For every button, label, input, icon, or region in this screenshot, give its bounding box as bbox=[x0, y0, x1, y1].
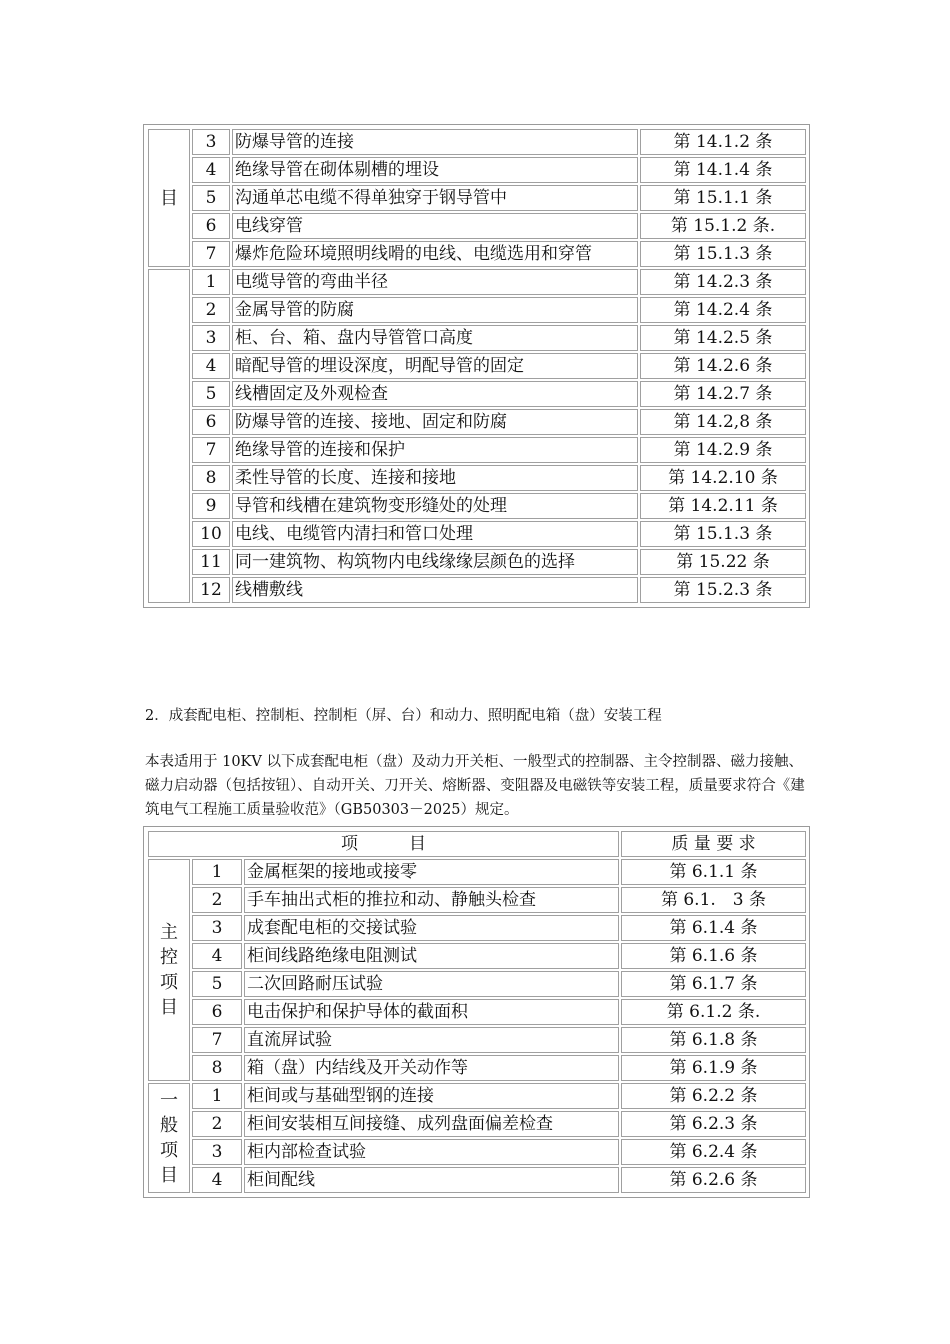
row-item: 线槽敷线 bbox=[232, 577, 638, 603]
table-row bbox=[148, 437, 806, 463]
table-row bbox=[148, 157, 806, 183]
row-requirement: 第 14.2.9 条 bbox=[640, 437, 806, 463]
row-requirement: 第 6.1.1 条 bbox=[621, 859, 806, 885]
row-number: 1 bbox=[192, 269, 230, 295]
row-item: 电线、电缆管内清扫和管口处理 bbox=[232, 521, 638, 547]
row-requirement: 第 14.1.4 条 bbox=[640, 157, 806, 183]
row-requirement: 第 14.2.7 条 bbox=[640, 381, 806, 407]
row-number: 1 bbox=[192, 859, 242, 885]
row-requirement: 第 6.2.2 条 bbox=[621, 1083, 806, 1109]
row-item: 柜间线路绝缘电阻测试 bbox=[244, 943, 619, 969]
row-requirement: 第 6.1.2 条. bbox=[621, 999, 806, 1025]
row-requirement: 第 15.2.3 条 bbox=[640, 577, 806, 603]
row-number: 2 bbox=[192, 297, 230, 323]
row-number: 5 bbox=[192, 381, 230, 407]
table-row bbox=[148, 185, 806, 211]
row-requirement: 第 14.2.3 条 bbox=[640, 269, 806, 295]
row-number: 8 bbox=[192, 1055, 242, 1081]
row-number: 3 bbox=[192, 1139, 242, 1165]
row-requirement: 第 14.2,8 条 bbox=[640, 409, 806, 435]
row-item: 绝缘导管在砌体剔槽的埋设 bbox=[232, 157, 638, 183]
row-number: 11 bbox=[192, 549, 230, 575]
row-item: 电缆导管的弯曲半径 bbox=[232, 269, 638, 295]
row-item: 柔性导管的长度、连接和接地 bbox=[232, 465, 638, 491]
row-number: 4 bbox=[192, 1167, 242, 1193]
row-requirement: 第 6.1.6 条 bbox=[621, 943, 806, 969]
table-row bbox=[148, 1111, 806, 1137]
row-item: 金属框架的接地或接零 bbox=[244, 859, 619, 885]
row-requirement: 第 14.2.11 条 bbox=[640, 493, 806, 519]
row-requirement: 第 6.1. 3 条 bbox=[621, 887, 806, 913]
row-number: 9 bbox=[192, 493, 230, 519]
table-row bbox=[148, 521, 806, 547]
header-item: 项 目 bbox=[148, 831, 619, 857]
row-requirement: 第 14.2.6 条 bbox=[640, 353, 806, 379]
table-row bbox=[148, 269, 806, 295]
group-label bbox=[148, 859, 190, 1081]
row-item: 防爆导管的连接、接地、固定和防腐 bbox=[232, 409, 638, 435]
table-2-body bbox=[148, 859, 806, 1193]
row-requirement: 第 6.2.4 条 bbox=[621, 1139, 806, 1165]
row-item: 金属导管的防腐 bbox=[232, 297, 638, 323]
row-number: 1 bbox=[192, 1083, 242, 1109]
table-row bbox=[148, 353, 806, 379]
row-number: 8 bbox=[192, 465, 230, 491]
group-label-text: 一般项目 bbox=[160, 1090, 178, 1186]
row-item: 同一建筑物、构筑物内电线缘缘层颜色的选择 bbox=[232, 549, 638, 575]
table-1-body bbox=[148, 129, 806, 603]
row-item: 电击保护和保护导体的截面积 bbox=[244, 999, 619, 1025]
table-row bbox=[148, 297, 806, 323]
row-requirement: 第 14.1.2 条 bbox=[640, 129, 806, 155]
section-title: 2．成套配电柜、控制柜、控制柜（屏、台）和动力、照明配电箱（盘）安装工程 bbox=[145, 708, 662, 724]
row-number: 10 bbox=[192, 521, 230, 547]
table-row bbox=[148, 465, 806, 491]
row-item: 柜间安装相互间接缝、成列盘面偏差检查 bbox=[244, 1111, 619, 1137]
header-requirement: 质 量 要 求 bbox=[621, 831, 806, 857]
row-requirement: 第 6.2.3 条 bbox=[621, 1111, 806, 1137]
row-number: 3 bbox=[192, 915, 242, 941]
row-number: 7 bbox=[192, 437, 230, 463]
row-requirement: 第 15.22 条 bbox=[640, 549, 806, 575]
row-number: 12 bbox=[192, 577, 230, 603]
row-number: 3 bbox=[192, 129, 230, 155]
table-row bbox=[148, 325, 806, 351]
table-row bbox=[148, 859, 806, 885]
row-number: 6 bbox=[192, 213, 230, 239]
row-requirement: 第 6.2.6 条 bbox=[621, 1167, 806, 1193]
table-row bbox=[148, 577, 806, 603]
row-requirement: 第 14.2.10 条 bbox=[640, 465, 806, 491]
row-item: 箱（盘）内结线及开关动作等 bbox=[244, 1055, 619, 1081]
row-item: 直流屏试验 bbox=[244, 1027, 619, 1053]
table-row bbox=[148, 493, 806, 519]
table-2 bbox=[143, 826, 810, 1198]
row-item: 柜间或与基础型钢的连接 bbox=[244, 1083, 619, 1109]
row-item: 柜间配线 bbox=[244, 1167, 619, 1193]
row-item: 手车抽出式柜的推拉和动、静触头检查 bbox=[244, 887, 619, 913]
row-number: 2 bbox=[192, 887, 242, 913]
row-requirement: 第 15.1.1 条 bbox=[640, 185, 806, 211]
table-row bbox=[148, 409, 806, 435]
row-item: 柜内部检查试验 bbox=[244, 1139, 619, 1165]
group-label-text: 主控项目 bbox=[160, 922, 178, 1018]
row-item: 暗配导管的埋设深度，明配导管的固定 bbox=[232, 353, 638, 379]
table-row bbox=[148, 241, 806, 267]
row-number: 7 bbox=[192, 1027, 242, 1053]
row-requirement: 第 6.1.4 条 bbox=[621, 915, 806, 941]
table-row bbox=[148, 1167, 806, 1193]
table-row bbox=[148, 999, 806, 1025]
group-label bbox=[148, 129, 190, 267]
row-number: 3 bbox=[192, 325, 230, 351]
row-item: 电线穿管 bbox=[232, 213, 638, 239]
row-requirement: 第 14.2.5 条 bbox=[640, 325, 806, 351]
row-requirement: 第 6.1.9 条 bbox=[621, 1055, 806, 1081]
table-1 bbox=[143, 124, 810, 608]
row-requirement: 第 15.1.2 条. bbox=[640, 213, 806, 239]
row-number: 2 bbox=[192, 1111, 242, 1137]
row-item: 防爆导管的连接 bbox=[232, 129, 638, 155]
table-row bbox=[148, 381, 806, 407]
table-row bbox=[148, 887, 806, 913]
row-item: 二次回路耐压试验 bbox=[244, 971, 619, 997]
row-item: 爆炸危险环境照明线嗗的电线、电缆选用和穿管 bbox=[232, 241, 638, 267]
row-requirement: 第 6.1.7 条 bbox=[621, 971, 806, 997]
row-number: 5 bbox=[192, 185, 230, 211]
row-requirement: 第 14.2.4 条 bbox=[640, 297, 806, 323]
table-row bbox=[148, 1083, 806, 1109]
table-row bbox=[148, 213, 806, 239]
row-requirement: 第 15.1.3 条 bbox=[640, 241, 806, 267]
row-number: 5 bbox=[192, 971, 242, 997]
row-number: 4 bbox=[192, 943, 242, 969]
row-number: 6 bbox=[192, 999, 242, 1025]
table-2-header-row bbox=[148, 831, 806, 857]
row-number: 4 bbox=[192, 157, 230, 183]
row-number: 4 bbox=[192, 353, 230, 379]
row-item: 柜、台、箱、盘内导管管口高度 bbox=[232, 325, 638, 351]
table-row bbox=[148, 915, 806, 941]
row-item: 导管和线槽在建筑物变形缝处的处理 bbox=[232, 493, 638, 519]
group-label bbox=[148, 1083, 190, 1193]
table-row bbox=[148, 549, 806, 575]
table-row bbox=[148, 1027, 806, 1053]
row-requirement: 第 6.1.8 条 bbox=[621, 1027, 806, 1053]
table-row bbox=[148, 129, 806, 155]
group-label bbox=[148, 269, 190, 603]
table-row bbox=[148, 1139, 806, 1165]
row-item: 成套配电柜的交接试验 bbox=[244, 915, 619, 941]
row-number: 7 bbox=[192, 241, 230, 267]
row-item: 沟通单芯电缆不得单独穿于钢导管中 bbox=[232, 185, 638, 211]
table-row bbox=[148, 943, 806, 969]
row-number: 6 bbox=[192, 409, 230, 435]
row-item: 线槽固定及外观检查 bbox=[232, 381, 638, 407]
row-requirement: 第 15.1.3 条 bbox=[640, 521, 806, 547]
table-row bbox=[148, 971, 806, 997]
group-label-text: 目 bbox=[160, 187, 178, 209]
section-description: 本表适用于 10KV 以下成套配电柜（盘）及动力开关柜、一般型式的控制器、主令控制器、磁力接触、磁力启动器（包括按钮）、自动开关、刀开关、熔断器、变阻器及电磁铁等安装工程，质量要求符合《建筑电气工程施工质量验收范》（GB50303－2025）规定。 bbox=[145, 754, 805, 818]
table-row bbox=[148, 1055, 806, 1081]
row-item: 绝缘导管的连接和保护 bbox=[232, 437, 638, 463]
